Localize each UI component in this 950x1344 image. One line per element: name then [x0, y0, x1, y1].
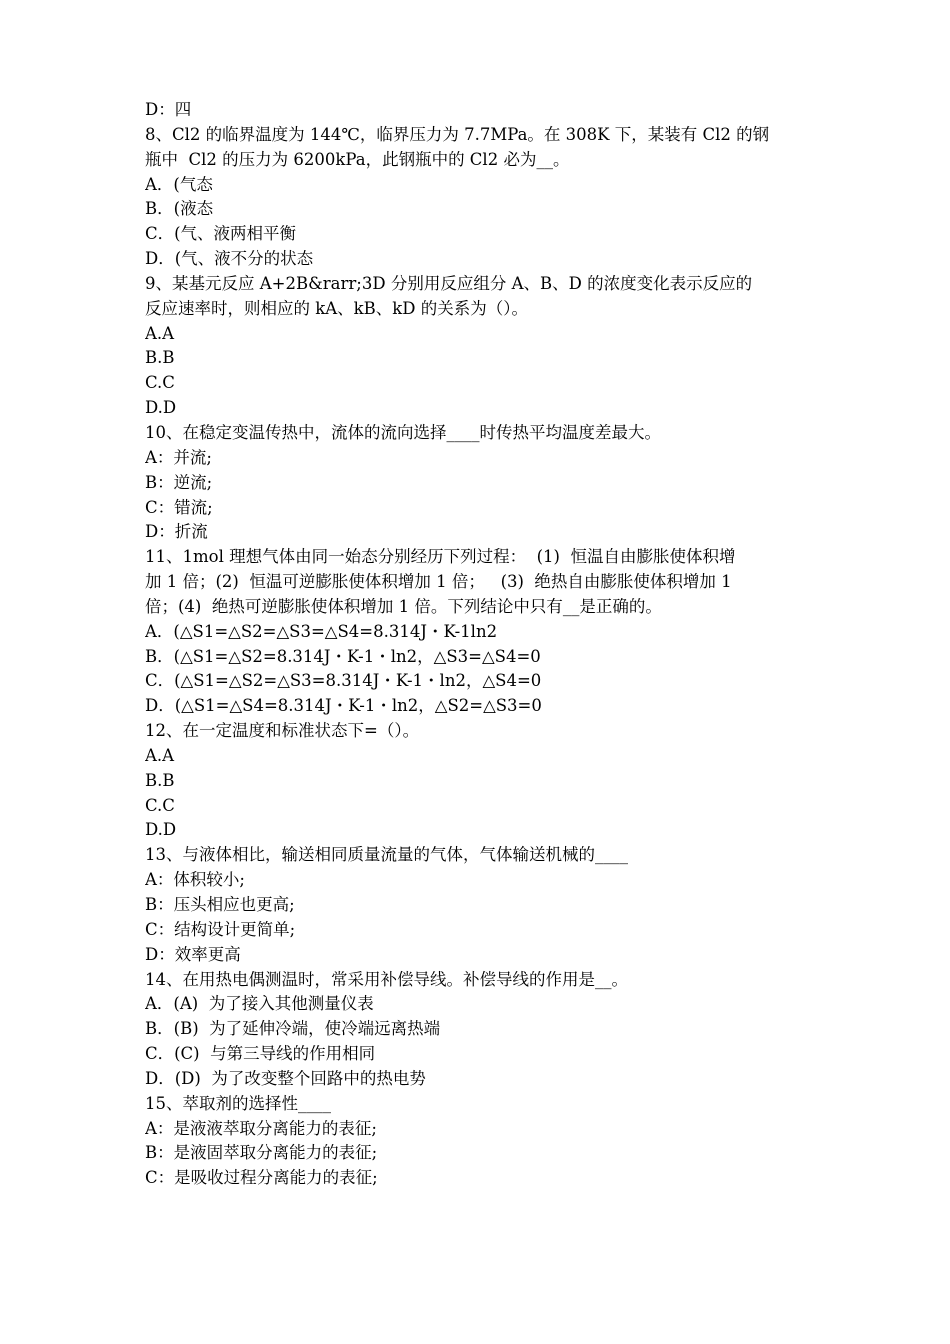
- text-line: C：是吸收过程分离能力的表征;: [145, 1168, 378, 1188]
- text-line: A．(A) 为了接入其他测量仪表: [145, 994, 374, 1014]
- text-line: B．(液态: [145, 199, 214, 219]
- text-line: A．(气态: [145, 174, 213, 194]
- text-line: B：是液固萃取分离能力的表征;: [145, 1143, 378, 1163]
- text-line: B．(△S1=△S2=8.314J・K-1・ln2，△S3=△S4=0: [145, 646, 541, 666]
- text-line: A．(△S1=△S2=△S3=△S4=8.314J・K-1ln2: [145, 621, 498, 641]
- text-line: B.B: [145, 348, 175, 368]
- text-line: D.D: [145, 820, 177, 840]
- text-line: 11、1mol 理想气体由同一始态分别经历下列过程： (1) 恒温自由膨胀使体积增: [145, 547, 736, 567]
- text-line: A：是液液萃取分离能力的表征;: [145, 1118, 377, 1138]
- text-line: C.C: [145, 795, 175, 815]
- text-line: B．(B) 为了延伸冷端，使冷端远离热端: [145, 1019, 441, 1039]
- text-line: 13、与液体相比，输送相同质量流量的气体，气体输送机械的____: [145, 845, 628, 865]
- text-line: C．(△S1=△S2=△S3=8.314J・K-1・ln2，△S4=0: [145, 671, 542, 691]
- text-line: B.B: [145, 770, 175, 790]
- text-line: A：并流;: [145, 447, 212, 467]
- text-line: D．(气、液不分的状态: [145, 249, 314, 269]
- text-line: C．(C) 与第三导线的作用相同: [145, 1044, 376, 1064]
- text-line: D．(△S1=△S4=8.314J・K-1・ln2，△S2=△S3=0: [145, 696, 542, 716]
- text-line: A.A: [145, 323, 175, 343]
- text-line: 倍；(4) 绝热可逆膨胀使体积增加 1 倍。下列结论中只有__是正确的。: [145, 596, 662, 616]
- text-line: B：逆流;: [145, 472, 213, 492]
- text-line: 反应速率时，则相应的 kA、kB、kD 的关系为（）。: [145, 298, 529, 318]
- text-line: C：结构设计更简单;: [145, 919, 296, 939]
- text-line: A.A: [145, 745, 175, 765]
- document-body: [145, 98, 808, 1191]
- text-line: 9、某基元反应 A+2B&rarr;3D 分别用反应组分 A、B、D 的浓度变化表示反应的: [145, 273, 753, 293]
- text-line: 加 1 倍；(2) 恒温可逆膨胀使体积增加 1 倍； (3) 绝热自由膨胀使体积增加 1: [145, 572, 732, 592]
- text-line: 8、Cl2 的临界温度为 144℃，临界压力为 7.7MPa。在 308K 下，某装有 Cl2 的钢: [145, 124, 770, 144]
- text-line: C.C: [145, 373, 175, 393]
- text-line: C：错流;: [145, 497, 213, 517]
- text-line: B：压头相应也更高;: [145, 895, 295, 914]
- text-line: D：四: [145, 100, 192, 119]
- text-line: D：效率更高: [145, 944, 241, 964]
- text-line: 14、在用热电偶测温时，常采用补偿导线。补偿导线的作用是__。: [145, 969, 628, 989]
- text-line: D.D: [145, 398, 177, 418]
- text-line: 瓶中 Cl2 的压力为 6200kPa，此钢瓶中的 Cl2 必为__。: [145, 149, 570, 169]
- text-line: 12、在一定温度和标准状态下=（）。: [145, 721, 420, 741]
- text-line: C．(气、液两相平衡: [145, 224, 297, 244]
- text-line: D：折流: [145, 522, 208, 542]
- text-line: 15、萃取剂的选择性____: [145, 1093, 331, 1113]
- text-line: D．(D) 为了改变整个回路中的热电势: [145, 1068, 426, 1088]
- text-line: A：体积较小;: [145, 870, 245, 890]
- text-line: 10、在稳定变温传热中，流体的流向选择____时传热平均温度差最大。: [145, 422, 661, 442]
